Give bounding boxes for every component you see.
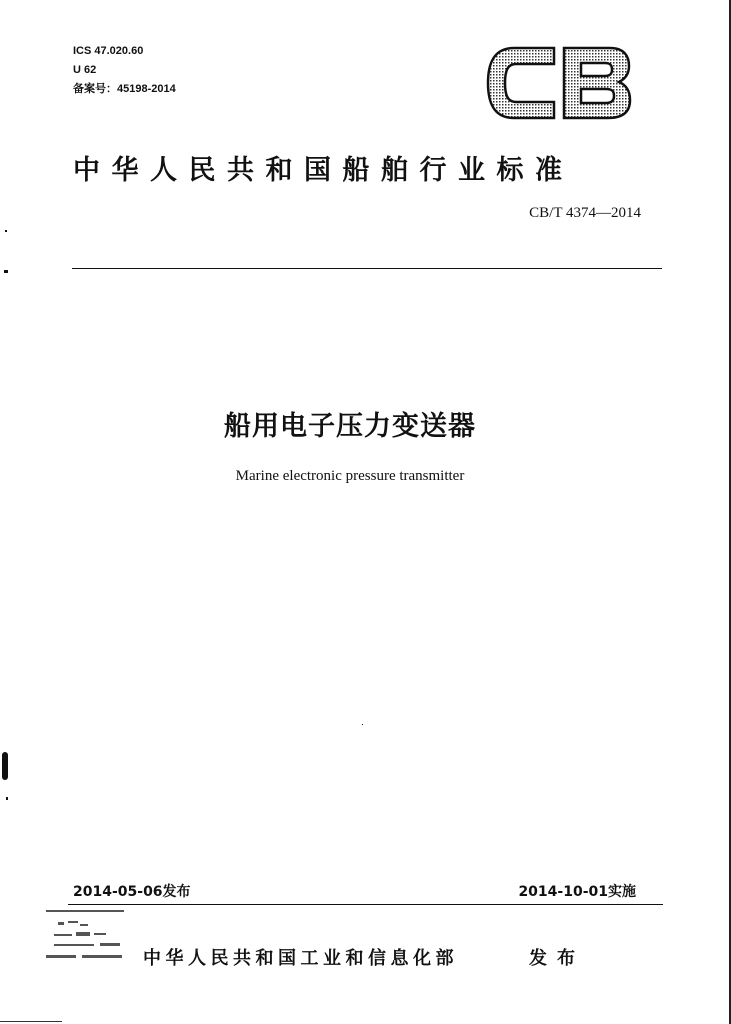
organization-title: 中华人民共和国船舶行业标准 xyxy=(73,155,574,186)
classification-block xyxy=(73,42,176,99)
ccs-code: U 62 xyxy=(73,64,97,76)
publication-date: 2014-05-06发布 xyxy=(73,884,191,900)
issuing-authority: 中华人民共和国工业和信息化部 xyxy=(143,948,458,969)
header-divider xyxy=(72,268,662,269)
ics-code: ICS 47.020.60 xyxy=(73,45,144,57)
filing-number: 备案号：45198-2014 xyxy=(73,83,176,95)
scan-speck xyxy=(4,270,8,273)
cb-standard-logo xyxy=(484,44,632,122)
document-title-chinese: 船用电子压力变送器 xyxy=(224,411,476,442)
issue-label: 发布 xyxy=(529,948,585,969)
footer-divider xyxy=(68,904,663,905)
standard-number: CB/T 4374—2014 xyxy=(529,205,641,221)
document-title-english: Marine electronic pressure transmitter xyxy=(235,468,465,484)
scan-line xyxy=(0,1021,62,1022)
scan-speck xyxy=(5,230,7,232)
scan-speck xyxy=(362,724,363,725)
library-stamp xyxy=(44,908,130,966)
scan-speck xyxy=(6,797,8,800)
scan-mark xyxy=(2,752,8,780)
implementation-date: 2014-10-01实施 xyxy=(518,884,636,900)
